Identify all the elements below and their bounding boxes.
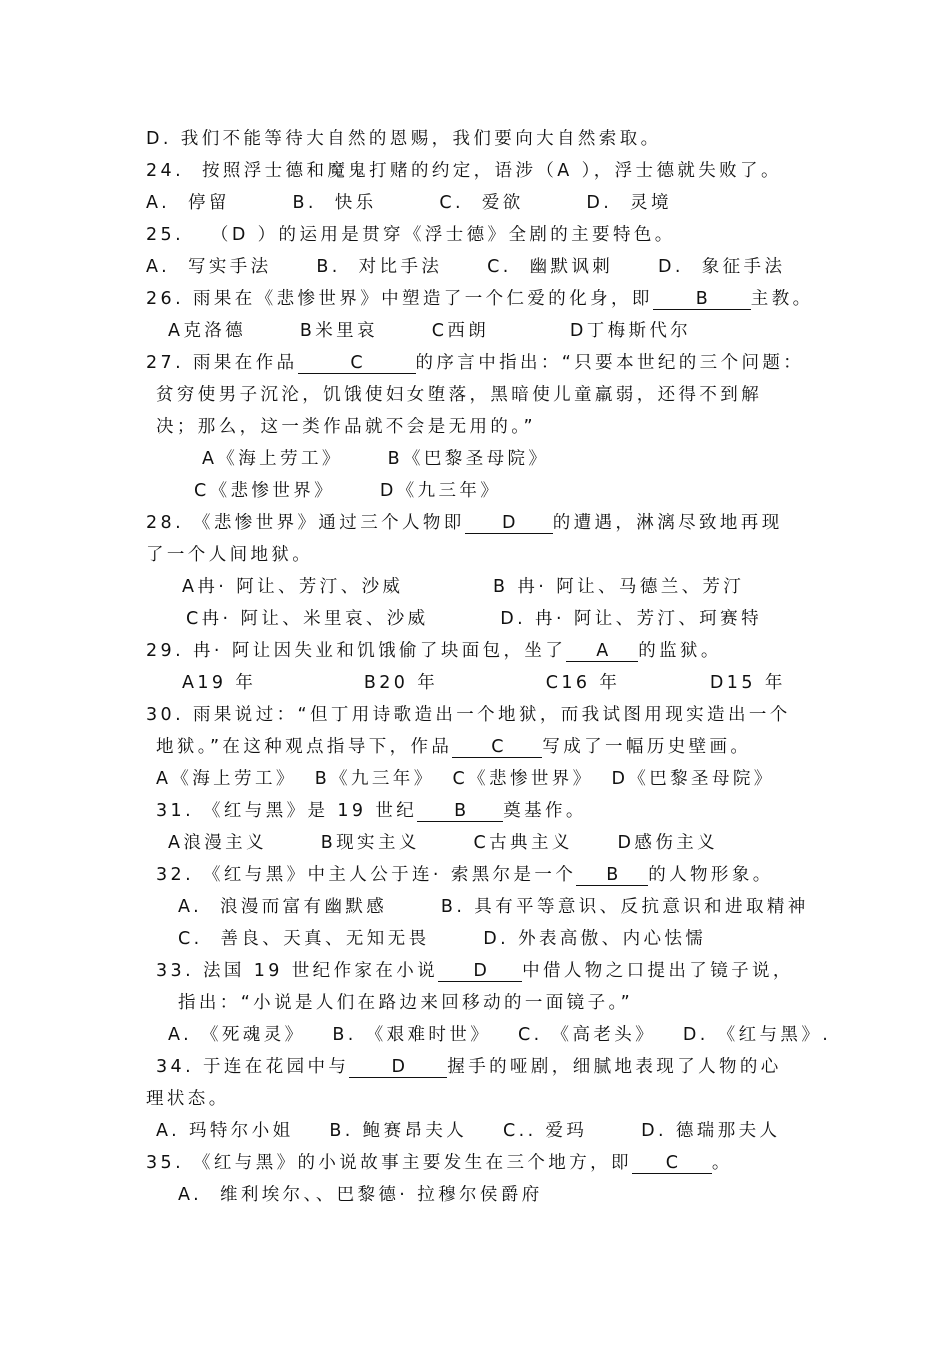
- text-line: C《悲惨世界》 D《九三年》: [194, 481, 502, 501]
- text-line: 24. 按照浮士德和魔鬼打赌的约定，语涉（A ），浮士德就失败了。: [146, 161, 782, 181]
- question-text: 27. 雨果在作品: [146, 353, 298, 373]
- text-line: A. 写实手法 B. 对比手法 C. 幽默讽刺 D. 象征手法: [146, 257, 786, 277]
- text-line: [156, 960, 794, 982]
- question-text: 29. 冉· 阿让因失业和饥饿偷了块面包，坐了: [146, 641, 567, 661]
- text-line: 决；那么，这一类作品就不会是无用的。”: [156, 417, 536, 437]
- text-line: A克洛德 B米里哀 C西朗 D丁梅斯代尔: [168, 321, 692, 341]
- text-line: A. 维利埃尔、、巴黎德· 拉穆尔侯爵府: [178, 1185, 543, 1205]
- question-text-continued: 。: [711, 1153, 733, 1173]
- answer-blank: C: [632, 1153, 712, 1174]
- text-line: [146, 512, 783, 534]
- question-text-continued: 主教。: [750, 289, 814, 309]
- answer-blank: C: [452, 737, 542, 758]
- answer-blank: D: [349, 1057, 447, 1078]
- answer-blank: A: [566, 641, 638, 662]
- question-text: 28. 《悲惨世界》通过三个人物即: [146, 513, 465, 533]
- question-text: 31. 《红与黑》是 19 世纪: [156, 801, 418, 821]
- text-line: A《海上劳工》 B《巴黎圣母院》: [202, 449, 550, 469]
- question-text: 35. 《红与黑》的小说故事主要发生在三个地方，即: [146, 1153, 632, 1173]
- answer-blank: B: [417, 801, 503, 822]
- answer-blank: D: [438, 961, 522, 982]
- text-line: A19 年 B20 年 C16 年 D15 年: [182, 673, 786, 693]
- text-line: C. 善良、天真、无知无畏 D. 外表高傲、内心怯懦: [178, 929, 707, 949]
- text-line: A. 停留 B. 快乐 C. 爱欲 D. 灵境: [146, 193, 672, 213]
- text-line: [156, 1056, 782, 1078]
- text-line: [146, 288, 814, 310]
- text-line: A. 浪漫而富有幽默感 B. 具有平等意识、反抗意识和进取精神: [178, 897, 809, 917]
- question-text-continued: 的序言中指出：“只要本世纪的三个问题：: [415, 353, 805, 373]
- question-text: 26. 雨果在《悲惨世界》中塑造了一个仁爱的化身，即: [146, 289, 653, 309]
- text-line: A浪漫主义 B现实主义 C古典主义 D感伤主义: [168, 833, 719, 853]
- question-text: 33. 法国 19 世纪作家在小说: [156, 961, 439, 981]
- text-line: 25. （D ）的运用是贯穿《浮士德》全剧的主要特色。: [146, 225, 676, 245]
- question-text-continued: 中借人物之口提出了镜子说，: [522, 961, 794, 981]
- text-line: [146, 352, 804, 374]
- text-line: [156, 800, 587, 822]
- text-line: 理状态。: [146, 1089, 230, 1109]
- question-text: 34. 于连在花园中与: [156, 1057, 350, 1077]
- question-text-continued: 写成了一幅历史壁画。: [542, 737, 752, 757]
- question-text-continued: 握手的哑剧，细腻地表现了人物的心: [447, 1057, 782, 1077]
- text-line: [146, 1152, 733, 1174]
- text-line: A. 玛特尔小姐 B. 鲍赛昂夫人 C.. 爱玛 D. 德瑞那夫人: [156, 1121, 781, 1141]
- answer-blank: B: [653, 289, 751, 310]
- text-line: C冉· 阿让、米里哀、沙威 D. 冉· 阿让、芳汀、珂赛特: [186, 609, 762, 629]
- text-line: 了一个人间地狱。: [146, 545, 314, 565]
- text-line: D. 我们不能等待大自然的恩赐，我们要向大自然索取。: [146, 129, 662, 149]
- text-line: [156, 864, 774, 886]
- text-line: [146, 640, 722, 662]
- answer-blank: C: [298, 353, 416, 374]
- text-line: 贫穷使男子沉沦，饥饿使妇女堕落，黑暗使儿童羸弱，还得不到解: [156, 385, 763, 405]
- answer-blank: D: [465, 513, 553, 534]
- question-text-continued: 的遭遇，淋漓尽致地再现: [552, 513, 783, 533]
- question-text-continued: 奠基作。: [503, 801, 587, 821]
- question-text-continued: 的人物形象。: [648, 865, 774, 885]
- text-line: 指出：“小说是人们在路边来回移动的一面镜子。”: [178, 993, 634, 1013]
- text-line: [156, 736, 751, 758]
- question-text-continued: 的监狱。: [638, 641, 722, 661]
- question-text: 地狱。”在这种观点指导下，作品: [156, 737, 453, 757]
- text-line: A冉· 阿让、芳汀、沙威 B 冉· 阿让、马德兰、芳汀: [182, 577, 745, 597]
- answer-blank: B: [576, 865, 648, 886]
- text-line: 30. 雨果说过：“但丁用诗歌造出一个地狱，而我试图用现实造出一个: [146, 705, 791, 725]
- text-line: A. 《死魂灵》 B. 《艰难时世》 C. 《高老头》 D. 《红与黑》.: [168, 1025, 832, 1045]
- text-line: A《海上劳工》 B《九三年》 C《悲惨世界》 D《巴黎圣母院》: [156, 769, 775, 789]
- question-text: 32. 《红与黑》中主人公于连· 索黑尔是一个: [156, 865, 577, 885]
